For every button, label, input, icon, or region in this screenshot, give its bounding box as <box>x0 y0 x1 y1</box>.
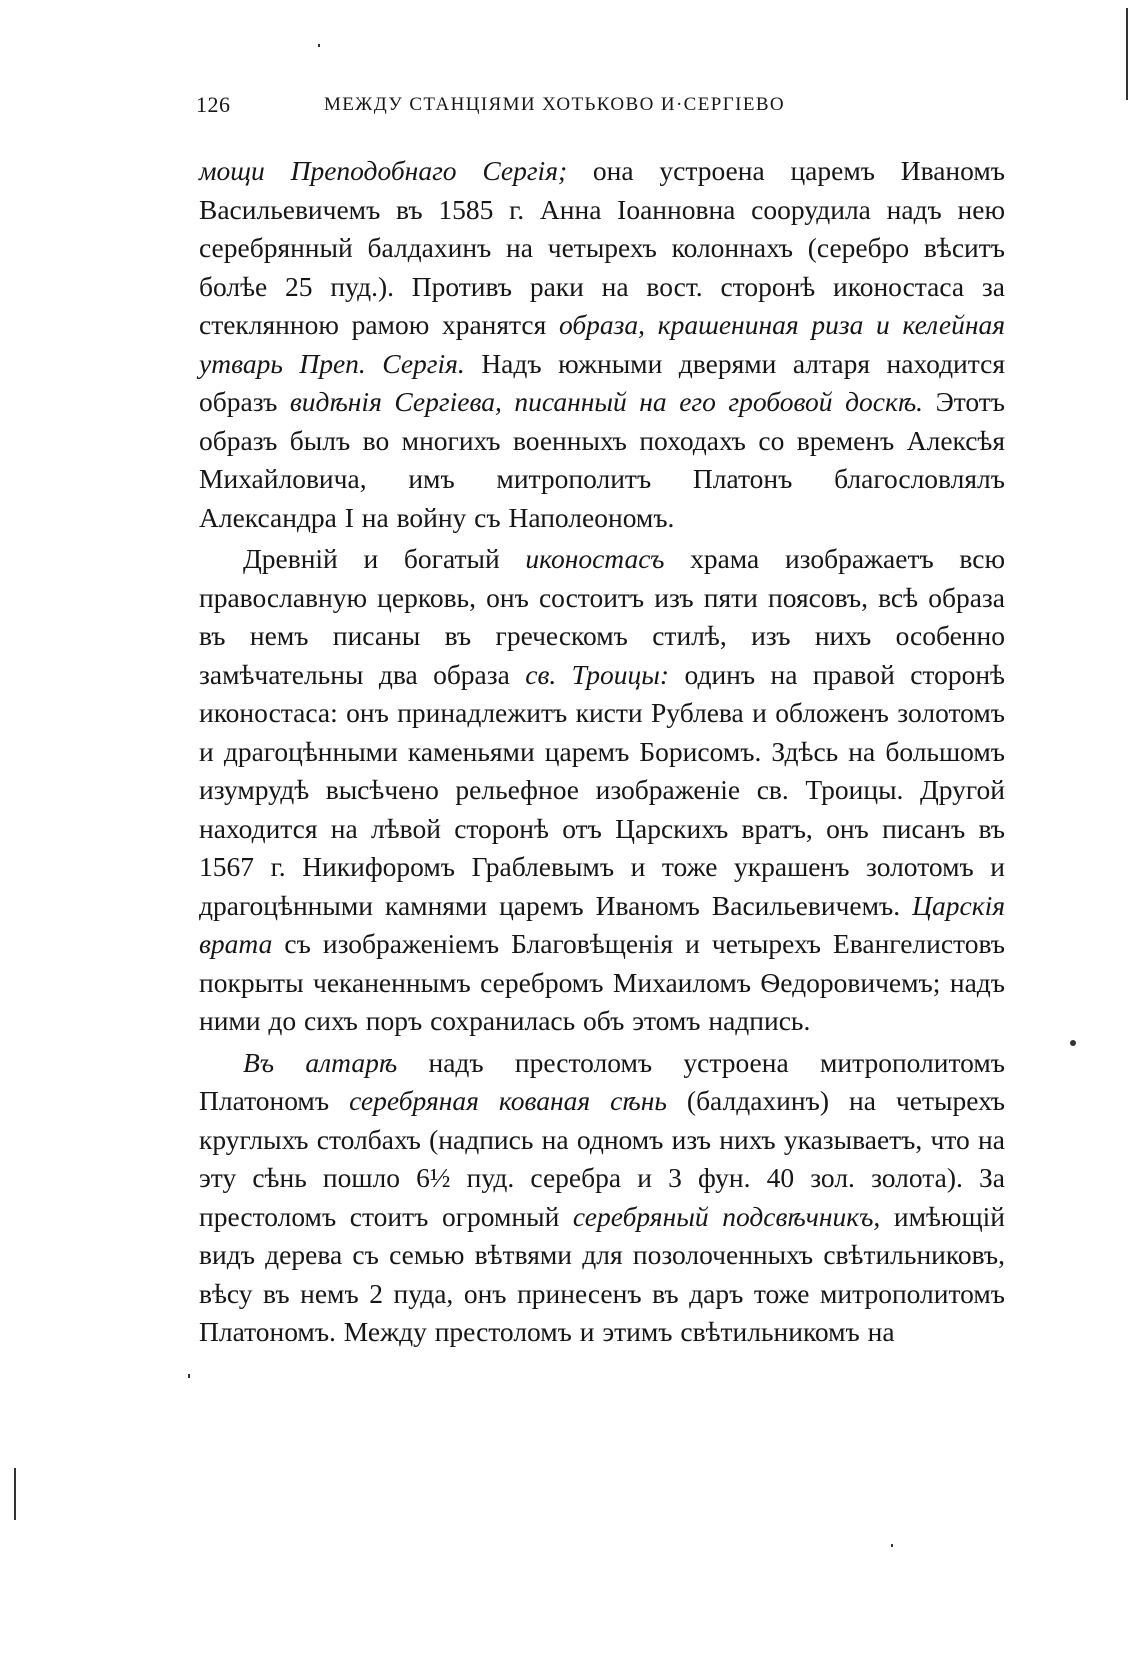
italic-phrase: видѣнiя Сергiева, писанный на его гробовой доскѣ. <box>289 386 924 417</box>
italic-phrase: серебряная кованая сѣнь <box>349 1085 667 1116</box>
text-run: имѣющiй видъ дерева съ семью вѣтвями для позолоченныхъ свѣтильниковъ, вѣсу въ немъ 2 пуда, онъ принесенъ въ даръ тоже митрополитомъ Платономъ. Между престоломъ и этимъ свѣтильникомъ на <box>199 1200 1006 1347</box>
text-run: Надъ южными дверями алтаря находится образъ <box>199 347 1005 417</box>
italic-phrase: Царскiя врата <box>199 889 1005 959</box>
italic-phrase: образа, крашениная риза и келейная утварь Преп. Сергiя. <box>199 309 1005 379</box>
italic-phrase: иконостасъ <box>525 543 665 574</box>
text-run: она устроена царемъ Иваномъ Васильевичемъ въ 1585 г. Анна Iоанновна соорудила надъ нею серебрянный балдахинъ на четырехъ колоннахъ (серебро вѣситъ болѣе 25 пуд.). Противъ раки на вост. сторонѣ иконостаса за стеклянною рамою хранятся <box>199 155 1005 340</box>
scan-speck <box>188 1374 190 1378</box>
scan-speck <box>1070 1040 1076 1046</box>
running-head: МЕЖДУ СТАНЦIЯМИ ХОТЬКОВО И·СЕРГIЕВО <box>324 94 786 115</box>
italic-phrase: мощи Преподобнаго Сергiя; <box>199 155 568 186</box>
scan-speck <box>318 44 320 47</box>
italic-phrase: серебряный подсвѣчникъ, <box>572 1200 881 1232</box>
text-run: Этотъ образъ былъ во многихъ военныхъ походахъ со временъ Алексѣя Михайловича, имъ митрополитъ Платонъ благословлялъ Александра I на войну съ Наполеономъ. <box>199 386 1006 533</box>
text-run: надъ престоломъ устроена митрополитомъ Платономъ <box>199 1046 1006 1116</box>
scan-edge-line <box>14 1468 16 1520</box>
text-run: одинъ на правой сторонѣ иконостаса: онъ принадлежитъ кисти Рублева и обложенъ золотомъ и драгоцѣнными каменьями царемъ Борисомъ. Здѣсь на большомъ изумрудѣ высѣчено рельефное изображенiе св. Троицы. Другой находится на лѣвой сторонѣ отъ Царскихъ вратъ, онъ писанъ въ 1567 г. Никифоромъ Граблевымъ и тоже украшенъ золотомъ и драгоцѣнными камнями царемъ Иваномъ Васильевичемъ. <box>199 658 1005 921</box>
italic-phrase: Въ алтарѣ <box>243 1046 398 1078</box>
italic-phrase: св. Троицы: <box>525 658 670 690</box>
paragraph <box>199 152 1005 537</box>
body-text <box>199 152 1005 1352</box>
paragraph <box>199 1044 1005 1352</box>
scan-speck <box>891 1544 893 1547</box>
scan-edge-line <box>1126 8 1128 100</box>
paragraph <box>199 540 1005 1041</box>
text-run: Древнiй и богатый <box>243 543 526 574</box>
text-run: храма изображаетъ всю православную церковь, онъ состоитъ изъ пяти поясовъ, всѣ образа въ немъ писаны въ греческомъ стилѣ, изъ нихъ особенно замѣчательны два образа <box>199 543 1006 690</box>
text-run: (балдахинъ) на четырехъ круглыхъ столбахъ (надпись на одномъ изъ нихъ указываетъ, что на эту сѣнь пошло 6½ пуд. серебра и 3 фун. 40 зол. золота). За престоломъ стоитъ огромный <box>199 1085 1005 1232</box>
page-number: 126 <box>196 92 231 117</box>
page-header <box>196 92 886 122</box>
text-run: съ изображенiемъ Благовѣщенiя и четырехъ Евангелистовъ покрыты чеканеннымъ серебромъ Михаиломъ Ѳедоровичемъ; надъ ними до сихъ поръ сохранилась объ этомъ надпись. <box>199 928 1005 1036</box>
